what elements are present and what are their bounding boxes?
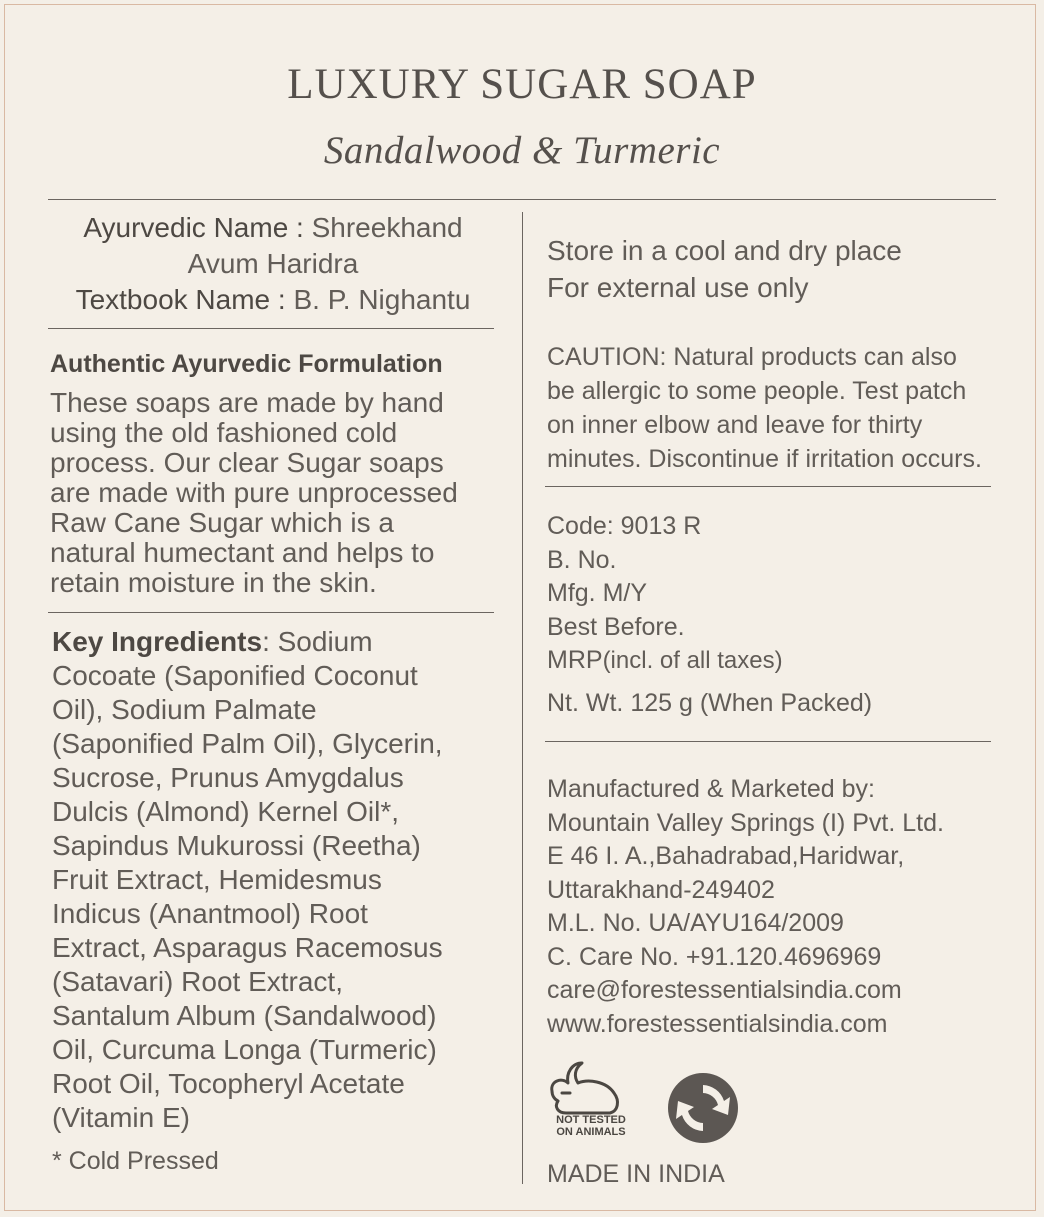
manufacturer-line: Mountain Valley Springs (I) Pvt. Ltd. bbox=[547, 808, 944, 837]
ingredients-label: Key Ingredients bbox=[52, 626, 263, 657]
manufacturer-website: www.forestessentialsindia.com bbox=[547, 1009, 888, 1038]
net-weight: Nt. Wt. 125 g (When Packed) bbox=[547, 689, 873, 717]
ayurvedic-name-key: Ayurvedic Name : bbox=[83, 212, 304, 243]
textbook-name-key: Textbook Name : bbox=[75, 284, 286, 315]
manufacturer-email: care@forestessentialsindia.com bbox=[547, 976, 902, 1004]
mfg-date: Mfg. M/Y bbox=[547, 579, 648, 607]
storage-line-2: For external use only bbox=[547, 272, 809, 303]
best-before: Best Before. bbox=[547, 612, 685, 641]
ayurvedic-name-value-cont: Avum Haridra bbox=[187, 248, 359, 279]
caution-text: CAUTION: Natural products can also be allergic to some people. Test patch on inner elbow and leave for thirty minutes. Discontinue if irritation occurs. bbox=[547, 343, 982, 473]
formulation-heading: Authentic Ayurvedic Formulation bbox=[50, 350, 443, 378]
not-tested-line-1: NOT TESTED bbox=[556, 1114, 626, 1126]
manufacturer-line: Uttarakhand-249402 bbox=[547, 875, 775, 904]
product-code: Code: 9013 R bbox=[547, 512, 702, 540]
mrp-note: (incl. of all taxes) bbox=[602, 647, 783, 674]
divider-right-2 bbox=[545, 741, 991, 742]
storage-info bbox=[547, 232, 902, 306]
manufacturer-line: M.L. No. UA/AYU164/2009 bbox=[547, 909, 844, 937]
textbook-name-value: B. P. Nighantu bbox=[293, 284, 471, 315]
ayurvedic-info bbox=[48, 210, 498, 318]
divider-vertical bbox=[522, 212, 523, 1184]
not-tested-on-animals-badge bbox=[551, 1114, 631, 1138]
manufacturer-line: C. Care No. +91.120.4696969 bbox=[547, 942, 882, 971]
divider-right-1 bbox=[545, 486, 991, 487]
product-codes bbox=[547, 510, 783, 678]
manufacturer-line: Manufactured & Marketed by: bbox=[547, 775, 875, 803]
ingredients-text: : Sodium Cocoate (Saponified Coconut Oil), Sodium Palmate (Saponified Palm Oil), Glycerin, Sucrose, Prunus Amygdalus Dulcis (Almond) Kernel Oil*, Sapindus Mukurossi (Reetha) Fruit Extract, Hemidesmus Indicus (Anantmool) Root Extract, Asparagus Racemosus (Satavari) Root Extract, Santalum Album (Sandalwood) Oil, Curcuma Longa (Turmeric) Root Oil, Tocopheryl Acetate (Vitamin E) bbox=[52, 626, 443, 1133]
ingredients-footnote: * Cold Pressed bbox=[52, 1147, 219, 1175]
divider-left-1 bbox=[48, 328, 494, 329]
ayurvedic-name-value: Shreekhand bbox=[311, 212, 463, 243]
recycle-icon bbox=[666, 1071, 740, 1145]
made-in-india: MADE IN INDIA bbox=[547, 1160, 725, 1188]
storage-line-1: Store in a cool and dry place bbox=[547, 235, 902, 266]
ingredients-list bbox=[52, 625, 512, 1135]
product-subtitle: Sandalwood & Turmeric bbox=[323, 129, 721, 172]
divider-left-2 bbox=[48, 612, 494, 613]
product-title: LUXURY SUGAR SOAP bbox=[287, 61, 757, 108]
batch-number: B. No. bbox=[547, 545, 617, 574]
divider-top bbox=[48, 199, 996, 200]
formulation-body: These soaps are made by hand using the old fashioned cold process. Our clear Sugar soaps are made with pure unprocessed Raw Cane Sugar which is a natural humectant and helps to retain moisture in the skin. bbox=[50, 387, 458, 598]
manufacturer-info bbox=[547, 773, 944, 1041]
manufacturer-line: E 46 I. A.,Bahadrabad,Haridwar, bbox=[547, 842, 905, 870]
mrp-key: MRP bbox=[547, 646, 603, 674]
not-tested-line-2: ON ANIMALS bbox=[556, 1126, 626, 1138]
